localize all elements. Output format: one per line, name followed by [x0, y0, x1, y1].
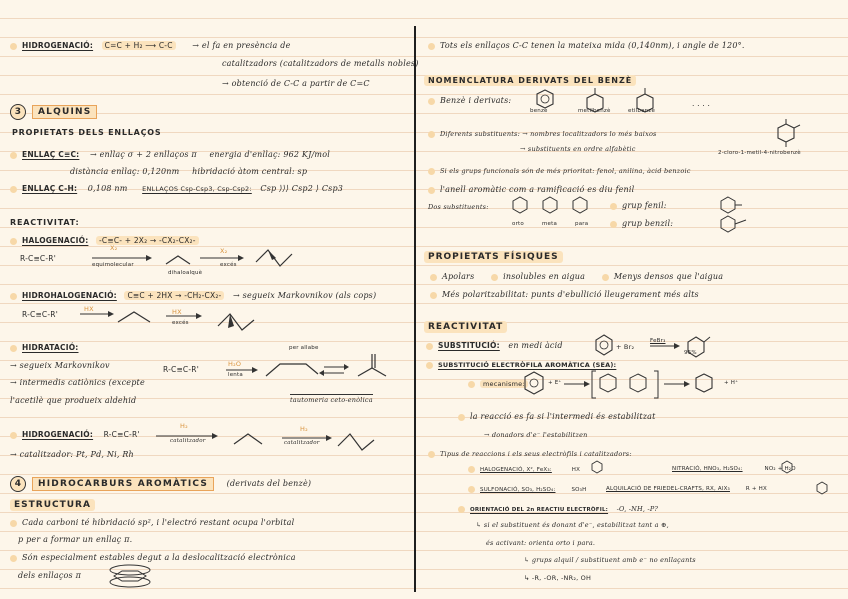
halogenacio-tag: HALOGENACIÓ:: [22, 236, 89, 245]
section-3-heading: [10, 104, 97, 120]
orientacio-tag: ORIENTACIÓ DEL 2n REACTIU ELECTRÒFIL:: [470, 507, 609, 513]
substitucio-line: [426, 341, 563, 350]
hidrogenacio2-tag: HIDROGENACIÓ:: [22, 430, 94, 439]
halogenacio-sea-product: HX: [571, 467, 581, 473]
benze-name: benzè: [530, 108, 548, 114]
bullet: [10, 186, 17, 193]
hidrohalogenacio-tag: HIDROHALOGENACIÓ:: [22, 291, 117, 300]
section-number: 4: [10, 476, 26, 492]
estructura-text3: Són especialment estables degut a la deslocalització electrònica: [22, 553, 296, 562]
grup-benzil-label: grup benzil:: [622, 219, 674, 228]
estructura-text2: p per a formar un enllaç π.: [18, 535, 133, 544]
estructura-heading: [10, 500, 95, 510]
hidrogenacio2-reagent2: H₂: [300, 425, 308, 433]
bullet: [426, 343, 433, 350]
tipus-line: [428, 450, 632, 458]
orientacio-l2: és activant: orienta orto i para.: [486, 539, 596, 547]
substitucio-tag: SUBSTITUCIÓ:: [438, 341, 500, 350]
halogenacio-equation: -C≡C- + 2X₂ → -CX₂-CX₂-: [96, 236, 199, 245]
propietats-fisiques-heading: [424, 252, 563, 262]
mecanisme-label: mecanisme:: [480, 380, 528, 388]
enllac-cc-distance: distància enllaç: 0,120nm: [70, 167, 180, 176]
hidrohalogenacio-line: [10, 291, 376, 300]
bullet: [428, 187, 435, 194]
halogenacio-sea-label: HALOGENACIÓ, X², FeX₃:: [480, 467, 552, 473]
hidrogenacio-note3: → obtenció de C-C a partir de C=C: [222, 79, 370, 88]
enllac-ch-line: [10, 184, 343, 193]
hidrogenacio-equation: C=C + H₂ ⟶ C-C: [102, 41, 176, 50]
enllac-ch-length: 0,108 nm: [87, 184, 128, 193]
tautomeria-label: tautomeria ceto-enòlica: [290, 396, 373, 404]
insolubles: insolubles en aigua: [503, 272, 586, 281]
propietats-fisiques-title: PROPIETATS FÍSIQUES: [424, 251, 563, 263]
sea-product-rings: [590, 458, 840, 498]
orientacio-l1: ↳ si el substituent és donant d'e⁻, estabilitzat tant a ⊕,: [476, 521, 669, 529]
enllac-cc-distance-line: [70, 167, 307, 176]
reaccio-line1: [458, 412, 656, 421]
diferents-text2: → substituents en ordre alfabètic: [520, 145, 636, 153]
nitracio-sea-label: NITRACIÓ, HNO₃, H₂SO₄:: [672, 466, 743, 472]
hidrohalogenacio-reactant: R-C≡C-R': [22, 310, 58, 319]
section-title: ALQUINS: [32, 105, 97, 119]
etilbenze-name: etilbenzè: [628, 108, 656, 114]
nomenclatura-title: NOMENCLATURA DERIVATS DEL BENZÈ: [424, 75, 636, 86]
orientacio-line: [458, 504, 658, 513]
halogenacio-reagent2: X₂: [220, 247, 228, 255]
hidrohalogenacio-scheme: [78, 300, 278, 336]
bullet: [10, 432, 17, 439]
bullet: [610, 203, 617, 210]
hidratacio-reagent-note: lenta: [228, 372, 243, 378]
bullet: [610, 221, 617, 228]
top-text: Tots els enllaços C-C tenen la mateixa mida (0,140nm), i angle de 120°.: [440, 41, 745, 50]
propietats-heading: PROPIETATS DELS ENLLAÇOS: [12, 128, 162, 137]
alquilacio-sea-product: R + HX: [745, 486, 767, 492]
bromination-reagent: + Br₂: [616, 343, 635, 351]
halogenacio-product: dihaloalquè: [168, 270, 203, 276]
hidrogenacio2-reagent2-note: catalitzador: [284, 440, 320, 446]
orientacio-l4: ↳ -R, -OR, -NR₂, OH: [524, 574, 592, 582]
reaccio-text1: la reacció es fa si l'intermedi és estabilitzat: [470, 412, 656, 421]
estructura-line1: [10, 518, 294, 527]
bullet: [491, 274, 498, 281]
bromination-catalyst: FeBr₃: [650, 338, 666, 344]
benze-line: [428, 96, 511, 105]
hidrohalogenacio-reagent2: HX: [172, 308, 182, 316]
benzene-orbital-drawing: [104, 562, 156, 590]
bullet: [426, 362, 433, 369]
hidrogenacio2-reagent1-note: catalitzador: [170, 438, 206, 444]
hidratacio-tag: HIDRATACIÓ:: [22, 343, 79, 352]
section-4-heading: [10, 476, 311, 492]
halogenacio-sea: [468, 466, 580, 473]
alquilacio-sea-label: ALQUILACIÓ DE FRIEDEL-CRAFTS, RX, AlX₃: [606, 486, 730, 492]
hidratacio-reagent: H₂O: [228, 360, 242, 368]
hidratacio-line: [10, 343, 79, 352]
grups-line: [428, 167, 691, 175]
hidrohalogenacio-reagent2-note: excés: [172, 320, 189, 326]
nitracio-sea-product: NO₂ + H₂O: [764, 466, 796, 472]
hidrohalogenacio-reagent1: HX: [84, 305, 94, 313]
bullet: [430, 274, 437, 281]
enllac-cc-text: → enllaç σ + 2 enllaços π: [89, 150, 197, 159]
bullet: [428, 168, 435, 175]
estructura-text4: dels enllaços π: [18, 571, 82, 580]
estructura-text1: Cada carboni té hibridació sp², i l'electró restant ocupa l'orbital: [22, 518, 295, 527]
bullet: [10, 293, 17, 300]
bullet: [602, 274, 609, 281]
mecanisme-line: [468, 380, 528, 388]
metilbenze-name: metilbenzè: [578, 108, 611, 114]
bullet: [428, 43, 435, 50]
bullet: [10, 238, 17, 245]
reactivitat-heading: REACTIVITAT:: [10, 218, 80, 227]
sulfonacio-sea: [468, 486, 586, 493]
bullet: [468, 486, 475, 493]
bullet: [10, 43, 17, 50]
enllac-cc-energy: energia d'enllaç: 962 KJ/mol: [209, 150, 330, 159]
sea-proton: + H⁺: [724, 380, 739, 386]
hidrogenacio2-line: [10, 430, 140, 439]
menys-densos: Menys densos que l'aigua: [613, 272, 724, 281]
reactivitat-title: REACTIVITAT: [424, 321, 507, 333]
chloro-methyl-nitrobenzene: [770, 118, 810, 150]
anell-text: l'anell aromàtic com a ramificació es diu fenil: [440, 185, 635, 194]
dos-substituents-label: Dos substituents:: [428, 203, 489, 211]
bullet: [458, 506, 465, 513]
molecule-name: 2-cloro-1-metil-4-nitrobenzè: [718, 150, 801, 156]
enllac-cc-tag: ENLLAÇ C≡C:: [22, 150, 80, 159]
halogenacio-reagent1-note: equimolecular: [92, 262, 134, 268]
polaritzabilitat: Més polaritzabilitat: punts d'ebullició lleugerament més alts: [442, 290, 699, 299]
bromination-scheme: [592, 332, 722, 360]
enllac-ch-tag: ENLLAÇ C-H:: [22, 184, 78, 193]
substitucio-text: en medi àcid: [508, 341, 563, 350]
diferents-text1: Diferents substituents: → nombres localitzadors lo més baixos: [440, 130, 657, 138]
orto-label: orto: [512, 221, 524, 227]
sea-electrophile: + E⁺: [548, 380, 562, 386]
orto-meta-para-rings: [508, 194, 598, 218]
hidratacio-note3: l'acetilè que produeix aldehid: [10, 396, 137, 405]
bullet: [10, 152, 17, 159]
bullet: [10, 345, 17, 352]
para-label: para: [575, 221, 589, 227]
bullet: [428, 131, 435, 138]
bullet: [428, 451, 435, 458]
tipus-title: Tipus de reaccions i els seus electròfils i catalitzadors:: [440, 450, 632, 458]
bullet: [468, 466, 475, 473]
hidrogenacio-note2: catalitzadors (catalitzadors de metalls nobles): [222, 59, 419, 68]
grup-benzil-line: [610, 219, 673, 228]
bullet: [10, 555, 17, 562]
nomenclatura-heading: [424, 76, 636, 85]
column-divider: [414, 26, 416, 592]
estructura-title: ESTRUCTURA: [10, 499, 95, 511]
hidratacio-note2: → intermedis catiònics (excepte: [10, 378, 145, 387]
grup-fenil-line: [610, 201, 667, 210]
section-subtitle: (derivats del benzè): [226, 479, 312, 488]
hidrogenacio2-reagent1: H₂: [180, 422, 188, 430]
sea-tag: SUBSTITUCIÓ ELECTRÒFILA AROMÀTICA (SEA):: [438, 361, 617, 369]
bromination-yield: 95%: [684, 350, 697, 356]
bullet: [430, 292, 437, 299]
enllac-mixed-tag: ENLLAÇOS Csp-Csp3, Csp-Csp2:: [142, 185, 252, 193]
benze-label: Benzè i derivats:: [440, 96, 512, 105]
enllac-cc-hibridacio: hibridació àtom central: sp: [192, 167, 308, 176]
hidrohalogenacio-note: → segueix Markovnikov (als cops): [233, 291, 377, 300]
ellipsis: . . . .: [692, 99, 711, 108]
fenil-benzil-rings: [716, 194, 766, 234]
hidrogenacio-tag: HIDROGENACIÓ:: [22, 41, 94, 50]
hidrogenacio-note: → el fa en presència de: [192, 41, 291, 50]
bullet: [458, 414, 465, 421]
reaccio-text2: → donadors d'e⁻ l'estabilitzen: [484, 431, 588, 439]
halogenacio-reagent2-note: excés: [220, 262, 237, 268]
sulfonacio-sea-product: SO₃H: [571, 487, 587, 493]
bullet: [428, 98, 435, 105]
hidrohalogenacio-equation: C≡C + 2HX → -CH₂-CX₂-: [124, 291, 224, 300]
grups-text: Si els grups funcionals són de més prioritat: fenol, anilina, àcid benzoic: [440, 167, 691, 175]
hidrogenacio2-reactant: R-C≡C-R': [103, 430, 140, 439]
section-title: HIDROCARBURS AROMÀTICS: [32, 477, 214, 491]
grup-fenil-label: grup fenil:: [622, 201, 667, 210]
halogenacio-reagent1: X₂: [110, 244, 118, 252]
enllac-mixed-order: Csp ⟩⟩⟩ Csp2 ⟩ Csp3: [260, 184, 344, 193]
anell-line: [428, 185, 634, 194]
bullet: [468, 381, 475, 388]
hidrogenacio2-catalyst: → catalitzador: Pt, Pd, Ni, Rh: [10, 450, 134, 459]
diferents-line: [428, 130, 657, 138]
hidrogenacio-line: [10, 41, 291, 50]
reactivitat-heading-right: [424, 322, 507, 332]
hidratacio-reactant: R-C≡C-R': [163, 365, 199, 374]
top-line: [428, 41, 745, 50]
estructura-line3: [10, 553, 296, 562]
bullet: [10, 520, 17, 527]
meta-label: meta: [542, 221, 558, 227]
propietats-line1: [430, 272, 723, 281]
hidratacio-note1: → segueix Markovnikov: [10, 361, 110, 370]
propietats-line2: [430, 290, 699, 299]
apolars: Apolars: [442, 272, 475, 281]
enllac-cc-line: [10, 150, 330, 159]
orientacio-text: -O, -NH, -P?: [616, 505, 659, 513]
halogenacio-reactant: R-C≡C-R': [20, 254, 56, 263]
orientacio-l3: ↳ grups alquil / substituent amb e⁻ no enllaçants: [524, 556, 696, 564]
sulfonacio-sea-label: SULFONACIÓ, SO₃, H₂SO₄:: [480, 487, 556, 493]
hidratacio-enol-note: per allabe: [289, 345, 319, 351]
section-number: 3: [10, 104, 26, 120]
